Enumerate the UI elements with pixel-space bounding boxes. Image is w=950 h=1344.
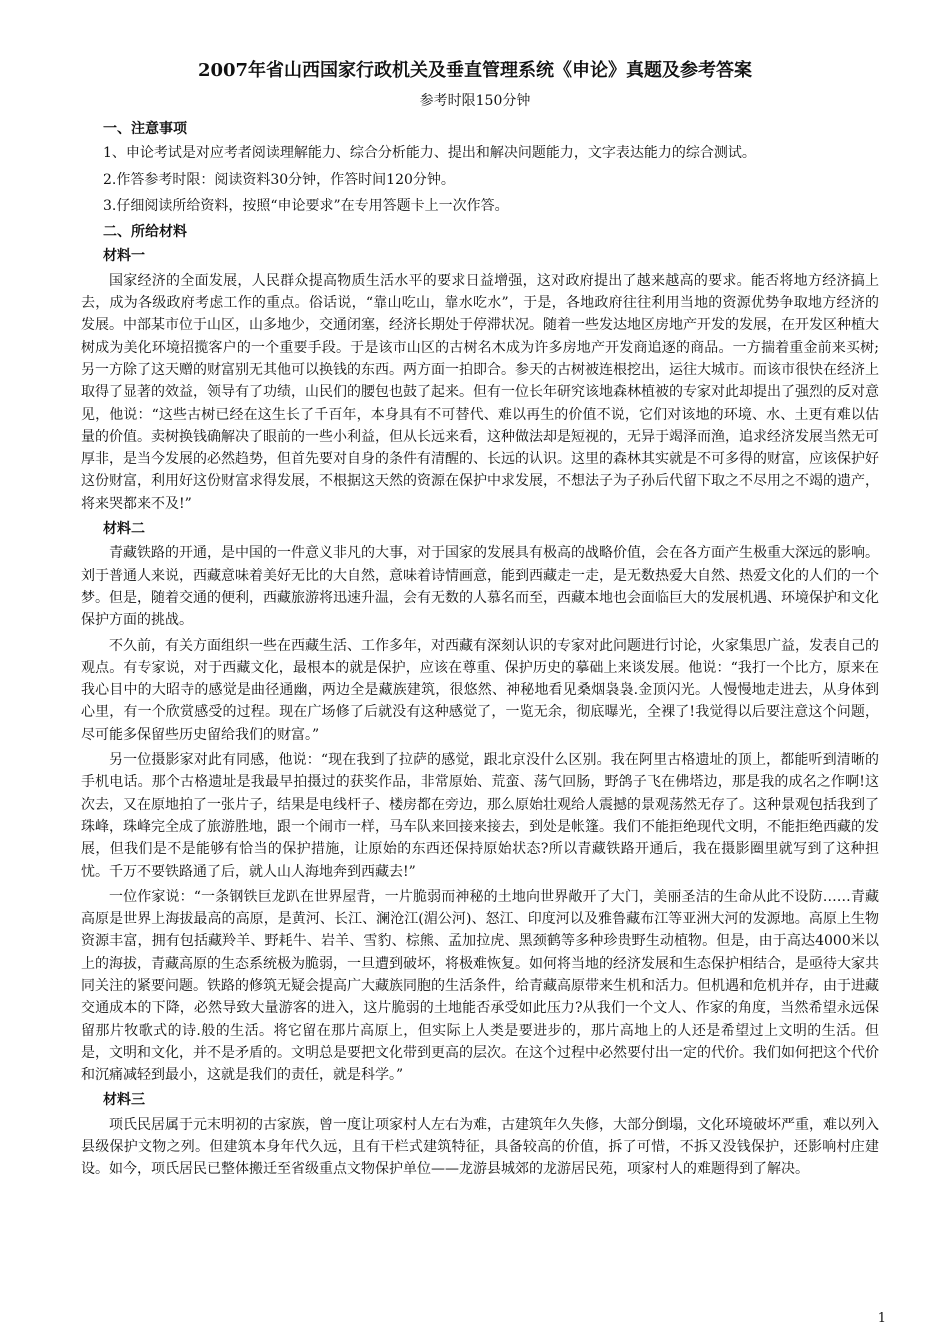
material-2-heading: 材料二 — [103, 521, 145, 538]
material-2-paragraph: 不久前，有关方面组织一些在西藏生活、工作多年，对西藏有深刻认识的专家对此问题进行讨论，火家集思广益，发表自己的观点。有专家说，对于西藏文化，最根本的就是保护，应该在尊重、保护历史的摹础上来谈发展。他说：“我打一个比方，原来在我心目中的大昭寺的感觉是曲径通幽，两边全是藏族建筑，很悠然、神秘地看见桑烟袅袅.金顶闪光。人慢慢地走进去，从身体到心里，有一个欣赏感受的过程。现在广场修了后就没有这种感觉了，一览无余，彻底曝光，全裸了!我觉得以后要注意这个问题，尽可能多保留些历史留给我们的财富。” — [81, 637, 879, 743]
section-heading-notes: 一、注意事项 — [103, 121, 187, 137]
notes-item: 2.作答参考时限：阅读资料30分钟，作答时间120分钟。 — [103, 171, 455, 188]
time-limit-subtitle: 参考时限150分钟 — [419, 93, 531, 109]
document-body — [81, 118, 879, 1184]
notes-item: 3.仔细阅读所给资料，按照“申论要求”在专用答题卡上一次作答。 — [103, 197, 509, 214]
material-2-paragraph: 一位作家说：“一条钢铁巨龙趴在世界屋背，一片脆弱而神秘的土地向世界敞开了大门，美丽圣洁的生命从此不设防……青藏高原是世界上海拔最高的高原，是黄河、长江、澜沧江(湄公河)、怒江、印度河以及雅鲁藏布江等亚洲大河的发源地。高原上生物资源丰富，拥有包括藏羚羊、野耗牛、岩羊、雪豹、棕熊、孟加拉虎、黑颈鹤等多种珍贵野生动植物。但是，由于高达4000米以上的海拔，青藏高原的生态系统极为脆弱，一旦遭到破坏，将极难恢复。如何将当地的经济发展和生态保护相结合，是亟待大家共同关注的紧要问题。铁路的修筑无疑会提高广大藏族同胞的生活条件，给青藏高原带来生机和活力。但机遇和危机并存，由于进藏交通成本的下降，必然导致大量游客的进入，这片脆弱的土地能否承受如此压力?从我们一个文人、作家的角度，当然希望永远保留那片牧歌式的诗.般的生活。将它留在那片高原上，但实际上人类是要进步的，那片高地上的人还是希望过上文明的生活。但是，文明和文化，并不是矛盾的。文明总是要把文化带到更高的层次。在这个过程中必然要付出一定的代价。我们如何把这个代价和沉痛减轻到最小，这就是我们的责任，就是科学。” — [81, 888, 879, 1084]
page-number: 1 — [877, 1311, 886, 1326]
material-3-heading: 材料三 — [103, 1092, 145, 1109]
material-1-paragraph: 国家经济的全面发展，人民群众提高物质生活水平的要求日益增强，这对政府提出了越来越高的要求。能否将地方经济搞上去，成为各级政府考虑工作的重点。俗话说，“靠山吃山，靠水吃水”，于是，各地政府往往利用当地的资源优势争取地方经济的发展。中部某市位于山区，山多地少，交通闭塞，经济长期处于停滞状况。随着一些发达地区房地产开发的发展，在开发区种植大树成为美化环境招揽客户的一个重要手段。于是该市山区的古树名木成为许多房地产开发商追逐的商品。一方揣着重金前来买树;另一方除了这天赠的财富别无其他可以换钱的东西。两方面一拍即合。参天的古树被连根挖出，运往大城市。而该市很快在经济上取得了显著的效益，领导有了功绩，山民们的腰包也鼓了起来。但有一位长年研究该地森林植被的专家对此却提出了强烈的反对意见，他说：“这些古树已经在这生长了千百年，本身具有不可替代、难以再生的价值不说，它们对该地的环境、水、土更有难以估量的价值。卖树换钱确解决了眼前的一些小利益，但从长远来看，这种做法却是短视的，无异于竭泽而渔，追求经济发展当然无可厚非，是当今发展的必然趋势，但首先要对自身的条件有清醒的、长远的认识。这里的森林其实就是不可多得的财富，应该保护好这份财富，利用好这份财富求得发展，不根据这天然的资源在保护中求发展，不想法子为子孙后代留下取之不尽用之不竭的遗产，将来哭都来不及!” — [81, 272, 879, 512]
material-2-paragraph: 另一位摄影家对此有同感，他说：“现在我到了拉萨的感觉，跟北京没什么区别。我在阿里古格遗址的顶上，都能听到清晰的手机电话。那个古格遗址是我最早拍摄过的获奖作品，非常原始、荒蛮、荡气回肠，野鸽子飞在佛塔边，那是我的成名之作啊!这次去，又在原地拍了一张片子，结果是电线杆子、楼房都在旁边，那么原始壮观给人震撼的景观荡然无存了。这种景观包括我到了珠峰，珠峰完全成了旅游胜地，跟一个闹市一样，马车队来回接来接去，到处是帐篷。我们不能拒绝现代文明，不能拒绝西藏的发展，但我们是不是能够有恰当的保护措施，让原始的东西还保持原始状态?所以青藏铁路开通后，我在摄影圈里就写到了这种担忧。千万不要铁路通了后，就人山人海地奔到西藏去!” — [81, 752, 879, 880]
material-3-paragraph: 项氏民居属于元末明初的古家族，曾一度让项家村人左右为难，古建筑年久失修，大部分倒塌，文化环境破坏严重，难以列入县级保护文物之列。但建筑本身年代久远，且有干栏式建筑特征，具备较高的价值，拆了可惜，不拆又没钱保护，还影响村庄建设。如今，项氏居民已整体搬迁至省级重点文物保护单位——龙游县城郊的龙游居民苑，项家村人的难题得到了解决。 — [81, 1116, 879, 1178]
section-heading-materials: 二、所给材料 — [103, 224, 187, 241]
material-1-heading: 材料一 — [103, 248, 145, 265]
material-2-paragraph: 青藏铁路的开通，是中国的一件意义非凡的大事，对于国家的发展具有极高的战略价值，会在各方面产生极重大深远的影响。刘于普通人来说，西藏意味着美好无比的大自然，意味着诗情画意，能到西藏走一走，是无数热爱大自然、热爱文化的人们的一个梦。但是，随着交通的便利，西藏旅游将迅速升温，会有无数的人慕名而至，西藏本地也会面临巨大的发展机遇、环境保护和文化保护方面的挑战。 — [81, 545, 879, 629]
notes-item: 1、申论考试是对应考者阅读理解能力、综合分析能力、提出和解决问题能力，文字表达能力的综合测试。 — [103, 145, 756, 162]
document-title: 2007年省山西国家行政机关及垂直管理系统《申论》真题及参考答案 — [197, 60, 753, 81]
